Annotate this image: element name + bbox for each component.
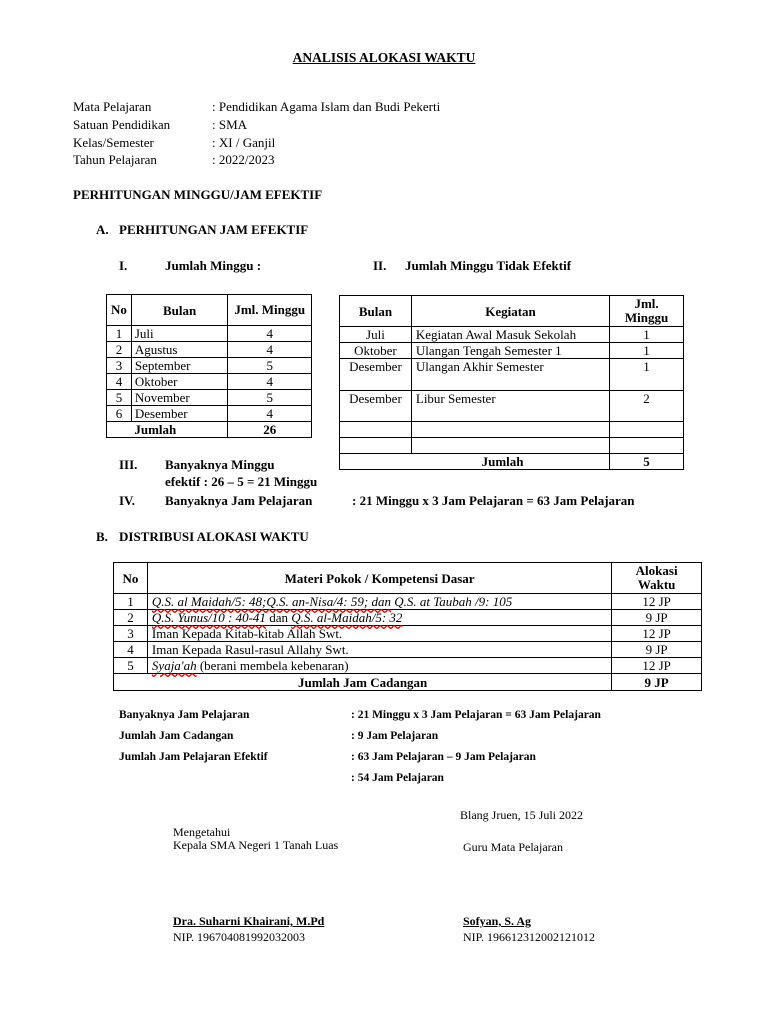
cell-bulan: Juli: [340, 327, 412, 343]
cell-jml: 2: [610, 391, 684, 422]
summary-label: Jumlah Jam Pelajaran Efektif: [119, 751, 268, 763]
cell-jml: 1: [610, 343, 684, 359]
weeks-header-jml: Jml. Minggu: [228, 295, 312, 326]
conjunction-text: dan: [265, 610, 292, 625]
subheading-a-marker: A.: [96, 222, 109, 237]
weeks-table: [106, 294, 312, 438]
cell-bulan: Desember: [340, 359, 412, 391]
table-row: [107, 374, 312, 390]
distribution-table-header: [114, 563, 702, 594]
summary-label: Banyaknya Jam Pelajaran: [119, 709, 250, 721]
info-label-year: Tahun Pelajaran: [73, 152, 157, 167]
cell-kegiatan: Ulangan Tengah Semester 1: [411, 343, 609, 359]
subheading-b-marker: B.: [96, 529, 108, 544]
cell-no: 4: [107, 374, 132, 390]
ineffective-table-header: [340, 296, 684, 327]
cell-materi: [147, 594, 611, 610]
cell-bulan: Oktober: [340, 343, 412, 359]
cell-kegiatan: Kegiatan Awal Masuk Sekolah: [411, 327, 609, 343]
cell-jml: 4: [228, 374, 312, 390]
cell-no: 6: [107, 406, 132, 422]
cell-kegiatan: Ulangan Akhir Semester: [411, 359, 609, 391]
cell-jml: 4: [228, 342, 312, 358]
item-iii-line1: Banyaknya Minggu: [165, 457, 275, 472]
table-row: [114, 626, 702, 642]
cell-alokasi: 12 JP: [612, 658, 702, 674]
ineffective-total-row: [340, 454, 684, 470]
ineffective-header-kegiatan: Kegiatan: [411, 296, 609, 327]
weeks-total-label: Jumlah: [131, 422, 228, 438]
quran-reference: Q.S. Yunus/10 : 40-41: [151, 610, 266, 625]
weeks-table-header: [107, 295, 312, 326]
item-iv-marker: IV.: [119, 493, 136, 508]
subheading-a: PERHITUNGAN JAM EFEKTIF: [119, 222, 309, 237]
item-i-marker: I.: [119, 258, 128, 273]
quran-reference: Q.S. al Maidah/5: 48;Q.S. an-Nisa/4: 59; dan: [151, 594, 391, 609]
item-ii-marker: II.: [373, 258, 387, 273]
cell-materi: [147, 610, 611, 626]
weeks-header-no: No: [107, 295, 132, 326]
cell-materi: Iman Kepada Kitab-kitab Allah Swt.: [147, 626, 611, 642]
summary-value: : 9 Jam Pelajaran: [351, 730, 439, 742]
cell-no: 1: [107, 326, 132, 342]
table-row: [340, 359, 684, 391]
cell-bulan: Desember: [131, 406, 228, 422]
cell-alokasi: 12 JP: [612, 594, 702, 610]
cell-no: 5: [114, 658, 148, 674]
distribution-header-materi: Materi Pokok / Kompetensi Dasar: [147, 563, 611, 594]
info-value-class: : XI / Ganjil: [212, 135, 276, 150]
cell-alokasi: 9 JP: [612, 610, 702, 626]
item-ii-label: Jumlah Minggu Tidak Efektif: [405, 258, 572, 273]
cell-bulan: September: [131, 358, 228, 374]
left-signer-nip: NIP. 196704081992032003: [173, 930, 306, 944]
cell-bulan: Agustus: [131, 342, 228, 358]
cell-jml: 4: [228, 406, 312, 422]
summary-label: Jumlah Jam Cadangan: [119, 730, 234, 742]
table-row: [107, 358, 312, 374]
quran-reference: Q.S. al-Maidah/5: 32: [291, 610, 403, 625]
cell-bulan: Juli: [131, 326, 228, 342]
cell-no: 2: [114, 610, 148, 626]
ineffective-total-label: Jumlah: [340, 454, 610, 470]
distribution-total-row: [114, 674, 702, 691]
weeks-header-bulan: Bulan: [131, 295, 228, 326]
distribution-header-alokasi: Alokasi Waktu: [612, 563, 702, 594]
ineffective-weeks-table: [339, 295, 684, 470]
summary-value: : 21 Minggu x 3 Jam Pelajaran = 63 Jam Pelajaran: [351, 709, 601, 721]
table-row: [107, 390, 312, 406]
info-label-class: Kelas/Semester: [73, 135, 154, 150]
table-row-empty: [340, 438, 684, 454]
cell-materi: Iman Kepada Rasul-rasul Allahy Swt.: [147, 642, 611, 658]
cell-bulan: Oktober: [131, 374, 228, 390]
ineffective-header-jml: Jml. Minggu: [610, 296, 684, 327]
info-label-subject: Mata Pelajaran: [73, 99, 152, 114]
info-value-school: : SMA: [212, 117, 248, 132]
weeks-total-value: 26: [228, 422, 312, 438]
subheading-b: DISTRIBUSI ALOKASI WAKTU: [119, 529, 309, 544]
weeks-total-row: [107, 422, 312, 438]
cell-no: 3: [107, 358, 132, 374]
cell-jml: 4: [228, 326, 312, 342]
table-row: [114, 658, 702, 674]
distribution-table: [113, 562, 702, 691]
materi-term: Syaja'ah: [151, 658, 197, 673]
item-iii-marker: III.: [119, 457, 138, 472]
cell-materi: [147, 658, 611, 674]
summary-value: : 54 Jam Pelajaran: [351, 772, 444, 784]
right-signer-nip: NIP. 196612312002121012: [463, 930, 596, 944]
info-value-year: : 2022/2023: [212, 152, 275, 167]
cell-no: 4: [114, 642, 148, 658]
table-row: [107, 406, 312, 422]
left-signer-role: Kepala SMA Negeri 1 Tanah Luas: [173, 838, 339, 852]
cell-kegiatan: Libur Semester: [411, 391, 609, 422]
distribution-total-value: 9 JP: [612, 674, 702, 691]
cell-no: 2: [107, 342, 132, 358]
ineffective-header-bulan: Bulan: [340, 296, 412, 327]
info-value-subject: : Pendidikan Agama Islam dan Budi Pekerti: [212, 99, 441, 114]
section-heading: PERHITUNGAN MINGGU/JAM EFEKTIF: [73, 187, 323, 202]
table-row: [114, 610, 702, 626]
distribution-total-label: Jumlah Jam Cadangan: [114, 674, 612, 691]
cell-no: 5: [107, 390, 132, 406]
cell-alokasi: 12 JP: [612, 626, 702, 642]
item-iii-line2: efektif : 26 – 5 = 21 Minggu: [165, 474, 318, 489]
right-signer-name: Sofyan, S. Ag: [463, 914, 532, 928]
cell-no: 3: [114, 626, 148, 642]
ineffective-total-value: 5: [610, 454, 684, 470]
summary-value: : 63 Jam Pelajaran – 9 Jam Pelajaran: [351, 751, 536, 763]
place-date: Blang Jruen, 15 Juli 2022: [460, 808, 583, 822]
table-row: [114, 642, 702, 658]
table-row: [107, 342, 312, 358]
cell-jml: 5: [228, 390, 312, 406]
table-row: [107, 326, 312, 342]
cell-no: 1: [114, 594, 148, 610]
item-iv-value: : 21 Minggu x 3 Jam Pelajaran = 63 Jam Pelajaran: [352, 493, 635, 508]
document-title: ANALISIS ALOKASI WAKTU: [292, 50, 476, 65]
item-i-label: Jumlah Minggu :: [165, 258, 262, 273]
table-row: [114, 594, 702, 610]
table-row: [340, 343, 684, 359]
cell-jml: 1: [610, 359, 684, 391]
item-iv-label: Banyaknya Jam Pelajaran: [165, 493, 313, 508]
cell-jml: 5: [228, 358, 312, 374]
info-label-school: Satuan Pendidikan: [73, 117, 171, 132]
cell-alokasi: 9 JP: [612, 642, 702, 658]
right-signer-role: Guru Mata Pelajaran: [463, 840, 563, 854]
table-row-empty: [340, 422, 684, 438]
table-row: [340, 391, 684, 422]
table-row: [340, 327, 684, 343]
quran-reference: Q.S. at Taubah /9: 105: [390, 594, 513, 609]
cell-bulan: Desember: [340, 391, 412, 422]
distribution-header-no: No: [114, 563, 148, 594]
left-signer-name: Dra. Suharni Khairani, M.Pd: [173, 914, 325, 928]
cell-bulan: November: [131, 390, 228, 406]
left-signer-caption: Mengetahui: [173, 825, 231, 839]
cell-jml: 1: [610, 327, 684, 343]
materi-description: (berani membela kebenaran): [196, 658, 349, 673]
